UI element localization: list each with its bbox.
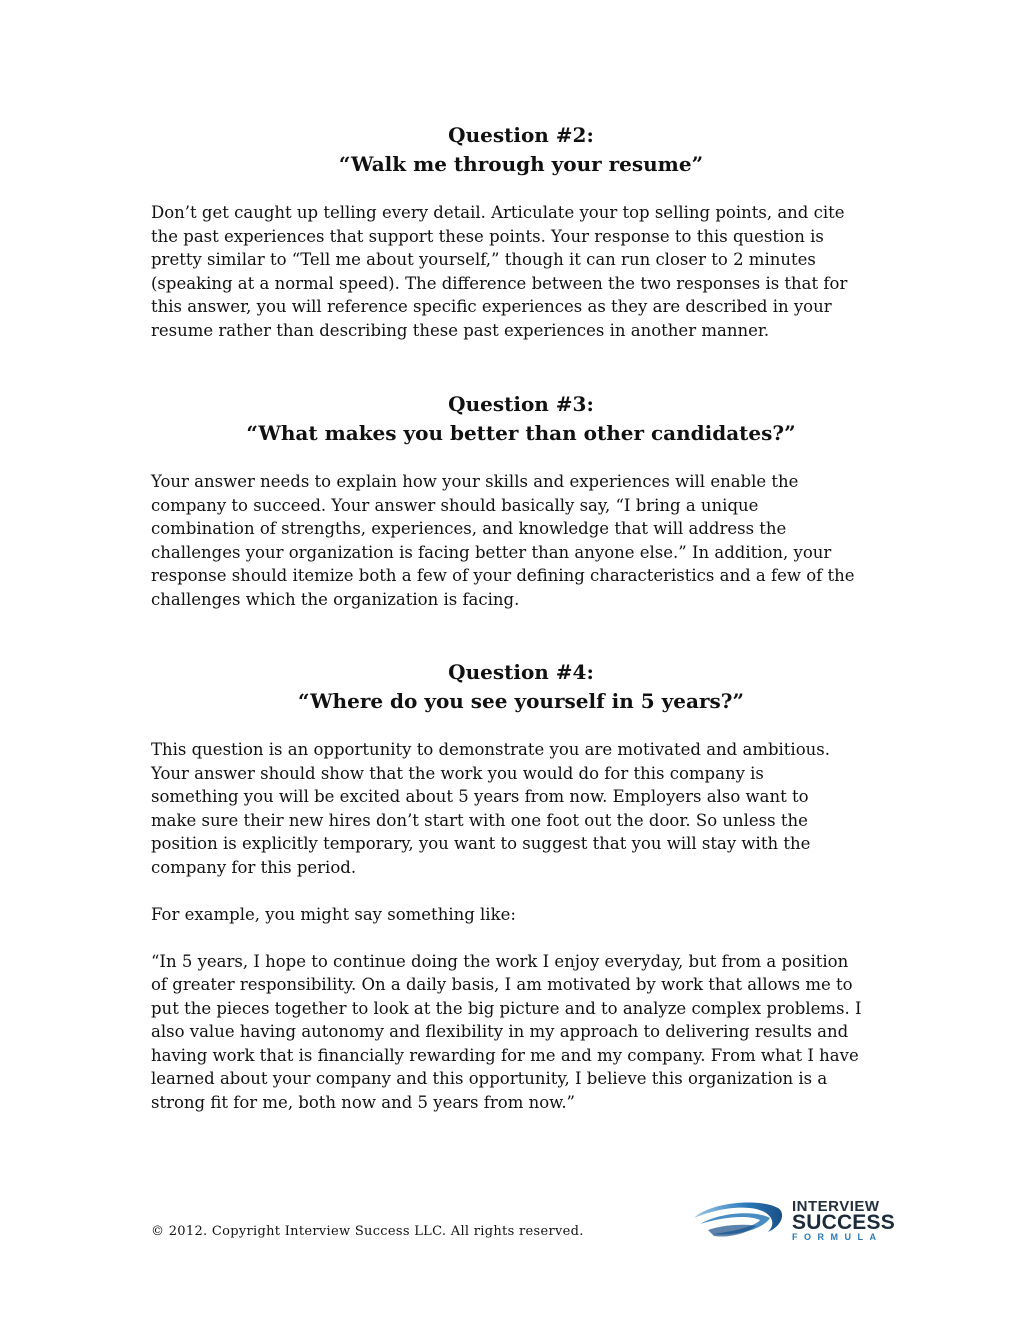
swoosh-logo-icon (690, 1196, 790, 1242)
logo-line-1: INTERVIEW (792, 1198, 880, 1215)
body-line: company for this period. (151, 857, 357, 877)
body-line: Your answer should show that the work you would do for this company is (151, 763, 764, 783)
body-line: make sure their new hires don’t start with one foot out the door. So unless the (151, 810, 808, 830)
body-line: challenges which the organization is facing. (151, 589, 520, 609)
body-line: the past experiences that support these points. Your response to this question is (151, 226, 824, 246)
quote-line: of greater responsibility. On a daily basis, I am motivated by work that allows me to (151, 975, 853, 994)
question-2-body (151, 201, 891, 342)
body-line: pretty similar to “Tell me about yourself,” though it can run closer to 2 minutes (151, 250, 816, 269)
quote-line: “In 5 years, I hope to continue doing the work I enjoy everyday, but from a position (151, 951, 849, 971)
question-3-section (151, 390, 891, 611)
body-line: Don’t get caught up telling every detail. Articulate your top selling points, and cite (151, 203, 845, 222)
question-2-number: Question #2: (448, 123, 594, 147)
example-quote (151, 950, 891, 1115)
question-4-section (151, 658, 891, 1114)
body-line: company to succeed. Your answer should basically say, “I bring a unique (151, 495, 759, 515)
body-line: combination of strengths, experiences, and knowledge that will address the (151, 519, 787, 538)
question-4-title: “Where do you see yourself in 5 years?” (298, 689, 744, 713)
question-3-body (151, 470, 891, 611)
body-line: challenges your organization is facing better than anyone else.” In addition, your (151, 542, 832, 562)
body-line: Your answer needs to explain how your skills and experiences will enable the (151, 472, 799, 491)
quote-line: strong fit for me, both now and 5 years from now.” (151, 1092, 575, 1112)
example-intro: For example, you might say something like: (151, 904, 516, 924)
body-line: response should itemize both a few of your defining characteristics and a few of the (151, 566, 855, 585)
question-4-body (151, 738, 891, 879)
body-line: this answer, you will reference specific experiences as they are described in your (151, 297, 832, 316)
body-line: resume rather than describing these past experiences in another manner. (151, 320, 770, 340)
question-4-number: Question #4: (448, 660, 594, 684)
question-2-title: “Walk me through your resume” (338, 152, 704, 176)
quote-line: put the pieces together to look at the big picture and to analyze complex problems. I (151, 998, 862, 1018)
question-2-section (151, 121, 891, 342)
quote-line: learned about your company and this opportunity, I believe this organization is a (151, 1069, 828, 1088)
body-line: something you will be excited about 5 years from now. Employers also want to (151, 787, 809, 806)
interview-success-formula-logo (690, 1196, 900, 1248)
logo-line-2: SUCCESS (792, 1211, 895, 1234)
quote-line: having work that is financially rewarding for me and my company. From what I have (151, 1045, 859, 1065)
copyright-footer: © 2012. Copyright Interview Success LLC. All rights reserved. (151, 1224, 584, 1239)
logo-line-3: FORMULA (792, 1232, 883, 1242)
body-line: (speaking at a normal speed). The difference between the two responses is that for (151, 273, 848, 293)
body-line: position is explicitly temporary, you want to suggest that you will stay with the (151, 834, 811, 853)
question-3-title: “What makes you better than other candidates?” (246, 421, 796, 445)
quote-line: also value having autonomy and flexibility in my approach to delivering results and (151, 1022, 849, 1041)
body-line: This question is an opportunity to demonstrate you are motivated and ambitious. (151, 740, 830, 759)
question-3-number: Question #3: (448, 392, 594, 416)
